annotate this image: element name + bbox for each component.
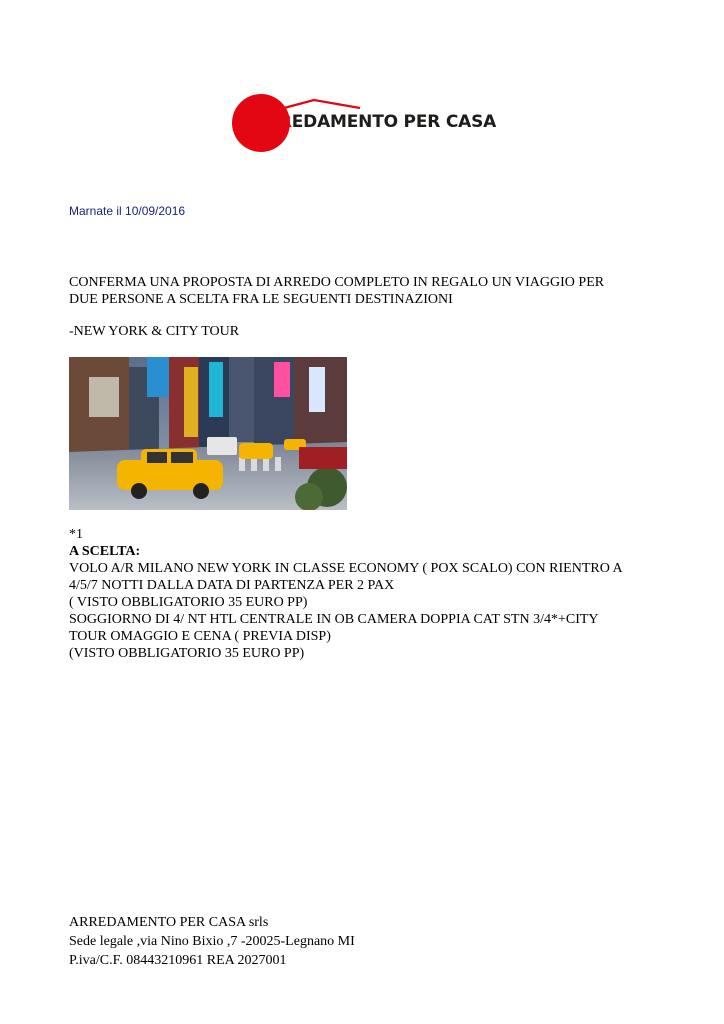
footer-company: ARREDAMENTO PER CASA srls <box>69 915 269 930</box>
company-logo <box>232 92 497 154</box>
footnote-marker: *1 <box>69 527 83 542</box>
details-line: (VISTO OBBLIGATORIO 35 EURO PP) <box>69 646 305 661</box>
footer-vat: P.iva/C.F. 08443210961 REA 2027001 <box>69 953 287 968</box>
offer-details <box>69 526 669 662</box>
details-line: VOLO A/R MILANO NEW YORK IN CLASSE ECONOMY ( POX SCALO) CON RIENTRO A <box>69 561 623 576</box>
intro-line: CONFERMA UNA PROPOSTA DI ARREDO COMPLETO IN REGALO UN VIAGGIO PER <box>69 275 605 290</box>
logo-text <box>253 112 496 132</box>
details-line: SOGGIORNO DI 4/ NT HTL CENTRALE IN OB CAMERA DOPPIA CAT STN 3/4*+CITY <box>69 612 599 627</box>
details-line: ( VISTO OBBLIGATORIO 35 EURO PP) <box>69 595 308 610</box>
intro-paragraph <box>69 274 669 308</box>
details-line: TOUR OMAGGIO E CENA ( PREVIA DISP) <box>69 629 331 644</box>
intro-line: DUE PERSONE A SCELTA FRA LE SEGUENTI DESTINAZIONI <box>69 292 453 307</box>
logo-text-dark: EDAMENTO PER CASA <box>291 112 497 132</box>
new-york-street-photo <box>69 357 347 510</box>
details-line: 4/5/7 NOTTI DALLA DATA DI PARTENZA PER 2 PAX <box>69 578 395 593</box>
company-footer <box>69 913 669 970</box>
letter-date: Marnate il 10/09/2016 <box>69 204 186 218</box>
logo-text-red: ARR <box>253 112 292 132</box>
destination-title: -NEW YORK & CITY TOUR <box>69 324 240 339</box>
footer-address: Sede legale ,via Nino Bixio ,7 -20025-Legnano MI <box>69 934 355 949</box>
details-heading: A SCELTA: <box>69 544 141 559</box>
